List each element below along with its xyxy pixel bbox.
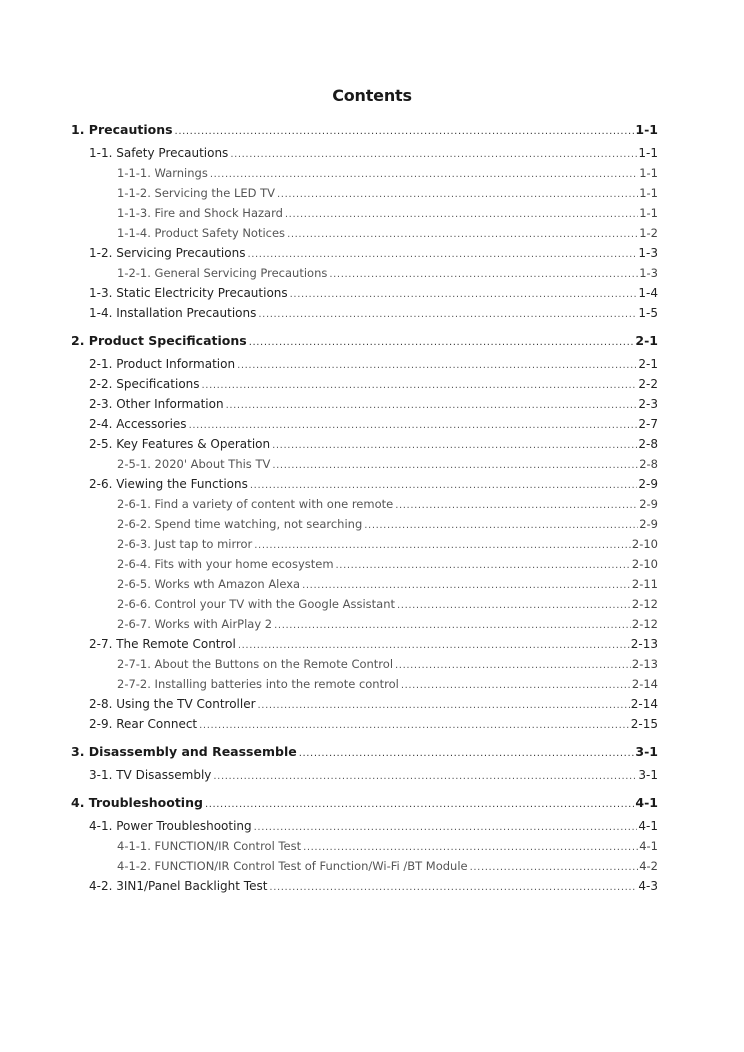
toc-entry-page-number: 1-1	[638, 146, 658, 160]
toc-entry-label: 4-1. Power Troubleshooting	[89, 819, 252, 833]
toc-chapter-entry[interactable]	[71, 743, 658, 761]
dot-leader	[277, 186, 638, 204]
toc-entry-label: 1-1-4. Product Safety Notices	[117, 226, 286, 240]
toc-entry-label: 2-7-1. About the Buttons on the Remote Control	[117, 657, 394, 671]
dot-leader	[272, 437, 637, 455]
toc-entry-page-number: 2-10	[631, 537, 658, 551]
toc-entry-label: 3-1. TV Disassembly	[89, 768, 212, 782]
toc-entry-label: 2-6-6. Control your TV with the Google Assistant	[117, 597, 396, 611]
toc-section-entry[interactable]	[89, 817, 658, 835]
toc-subsection-entry[interactable]	[117, 224, 658, 242]
dot-leader	[285, 206, 638, 224]
toc-subsection-entry[interactable]	[117, 575, 658, 593]
toc-section-entry[interactable]	[89, 244, 658, 262]
toc-subsection-entry[interactable]	[117, 675, 658, 693]
toc-entry-page-number: 1-1	[639, 186, 658, 200]
toc-entry-label: 1-1. Safety Precautions	[89, 146, 229, 160]
dot-leader	[287, 226, 638, 244]
dot-leader	[258, 697, 630, 715]
dot-leader	[249, 334, 635, 352]
dot-leader	[274, 617, 631, 635]
toc-subsection-entry[interactable]	[117, 204, 658, 222]
toc-section-entry[interactable]	[89, 355, 658, 373]
toc-entry-page-number: 1-2	[639, 226, 658, 240]
dot-leader	[302, 577, 631, 595]
toc-subsection-entry[interactable]	[117, 495, 658, 513]
toc-entry-page-number: 2-14	[630, 697, 658, 711]
toc-entry-label: 2. Product Specifications	[71, 333, 247, 348]
dot-leader	[269, 879, 637, 897]
toc-entry-label: 4-2. 3IN1/Panel Backlight Test	[89, 879, 268, 893]
toc-entry-page-number: 2-12	[631, 617, 658, 631]
dot-leader	[199, 717, 630, 735]
toc-entry-label: 2-6-5. Works wth Amazon Alexa	[117, 577, 301, 591]
toc-entry-page-number: 2-8	[639, 457, 658, 471]
dot-leader	[210, 166, 638, 184]
toc-section-entry[interactable]	[89, 766, 658, 784]
toc-entry-label: 2-6. Viewing the Functions	[89, 477, 248, 491]
toc-entry-label: 1. Precautions	[71, 122, 173, 137]
toc-section-entry[interactable]	[89, 375, 658, 393]
toc-section-entry[interactable]	[89, 304, 658, 322]
toc-entry-label: 2-2. Specifications	[89, 377, 200, 391]
toc-entry-label: 1-1-3. Fire and Shock Hazard	[117, 206, 283, 220]
toc-entry-page-number: 4-1	[638, 819, 658, 833]
toc-entry-page-number: 2-15	[630, 717, 658, 731]
toc-chapter-entry[interactable]	[71, 121, 658, 139]
dot-leader	[175, 123, 635, 141]
toc-subsection-entry[interactable]	[117, 615, 658, 633]
toc-entry-label: 1-4. Installation Precautions	[89, 306, 257, 320]
dot-leader	[238, 637, 630, 655]
toc-entry-page-number: 2-14	[631, 677, 658, 691]
dot-leader	[336, 557, 631, 575]
dot-leader	[329, 266, 638, 284]
toc-entry-page-number: 4-1	[639, 839, 658, 853]
toc-entry-label: 2-6-2. Spend time watching, not searching	[117, 517, 363, 531]
toc-subsection-entry[interactable]	[117, 455, 658, 473]
toc-entry-page-number: 4-2	[639, 859, 658, 873]
toc-entry-label: 2-6-4. Fits with your home ecosystem	[117, 557, 334, 571]
toc-entry-label: 2-7. The Remote Control	[89, 637, 236, 651]
toc-section-entry[interactable]	[89, 715, 658, 733]
toc-entry-label: 2-9. Rear Connect	[89, 717, 198, 731]
toc-entry-page-number: 3-1	[635, 744, 658, 759]
toc-subsection-entry[interactable]	[117, 857, 658, 875]
page-title: Contents	[332, 86, 412, 105]
toc-entry-label: 4. Troubleshooting	[71, 795, 203, 810]
toc-section-entry[interactable]	[89, 144, 658, 162]
toc-entry-page-number: 2-13	[630, 637, 658, 651]
toc-entry-label: 2-4. Accessories	[89, 417, 187, 431]
dot-leader	[395, 497, 638, 515]
toc-entry-page-number: 2-10	[631, 557, 658, 571]
toc-entry-page-number: 2-8	[638, 437, 658, 451]
dot-leader	[303, 839, 638, 857]
toc-entry-label: 2-6-7. Works with AirPlay 2	[117, 617, 273, 631]
dot-leader	[230, 146, 637, 164]
dot-leader	[258, 306, 637, 324]
toc-entry-page-number: 2-7	[638, 417, 658, 431]
toc-entry-page-number: 1-1	[635, 122, 658, 137]
toc-entry-page-number: 4-3	[638, 879, 658, 893]
dot-leader	[299, 745, 635, 763]
toc-entry-page-number: 2-3	[638, 397, 658, 411]
toc-chapter-entry[interactable]	[71, 794, 658, 812]
toc-entry-page-number: 1-3	[638, 246, 658, 260]
toc-section-entry[interactable]	[89, 435, 658, 453]
toc-entry-label: 4-1-2. FUNCTION/IR Control Test of Function/Wi-Fi /BT Module	[117, 859, 468, 873]
dot-leader	[189, 417, 638, 435]
toc-entry-label: 2-1. Product Information	[89, 357, 236, 371]
dot-leader	[205, 796, 634, 814]
toc-section-entry[interactable]	[89, 635, 658, 653]
toc-entry-page-number: 1-4	[638, 286, 658, 300]
toc-entry-page-number: 1-5	[638, 306, 658, 320]
toc-entry-label: 1-2. Servicing Precautions	[89, 246, 246, 260]
toc-entry-label: 1-2-1. General Servicing Precautions	[117, 266, 328, 280]
toc-entry-page-number: 1-1	[639, 166, 658, 180]
toc-section-entry[interactable]	[89, 475, 658, 493]
toc-entry-page-number: 2-11	[631, 577, 658, 591]
toc-subsection-entry[interactable]	[117, 535, 658, 553]
dot-leader	[202, 377, 638, 395]
toc-entry-page-number: 2-1	[638, 357, 658, 371]
toc-section-entry[interactable]	[89, 395, 658, 413]
toc-entry-page-number: 2-13	[631, 657, 658, 671]
toc-entry-page-number: 1-1	[639, 206, 658, 220]
dot-leader	[250, 477, 638, 495]
toc-section-entry[interactable]	[89, 695, 658, 713]
toc-subsection-entry[interactable]	[117, 555, 658, 573]
toc-entry-label: 4-1-1. FUNCTION/IR Control Test	[117, 839, 302, 853]
toc-entry-label: 2-5. Key Features & Operation	[89, 437, 271, 451]
toc-subsection-entry[interactable]	[117, 595, 658, 613]
toc-section-entry[interactable]	[89, 284, 658, 302]
dot-leader	[213, 768, 637, 786]
toc-subsection-entry[interactable]	[117, 184, 658, 202]
dot-leader	[470, 859, 639, 877]
toc-entry-label: 2-8. Using the TV Controller	[89, 697, 256, 711]
toc-subsection-entry[interactable]	[117, 655, 658, 673]
toc-entry-label: 1-1-2. Servicing the LED TV	[117, 186, 276, 200]
toc-chapter-entry[interactable]	[71, 332, 658, 350]
dot-leader	[247, 246, 637, 264]
dot-leader	[237, 357, 637, 375]
toc-entry-page-number: 2-12	[631, 597, 658, 611]
dot-leader	[401, 677, 631, 695]
toc-entry-page-number: 2-9	[638, 477, 658, 491]
toc-entry-page-number: 2-2	[638, 377, 658, 391]
dot-leader	[290, 286, 638, 304]
toc-subsection-entry[interactable]	[117, 164, 658, 182]
toc-entry-label: 2-6-3. Just tap to mirror	[117, 537, 253, 551]
dot-leader	[254, 819, 638, 837]
toc-subsection-entry[interactable]	[117, 515, 658, 533]
toc-entry-page-number: 2-1	[635, 333, 658, 348]
dot-leader	[226, 397, 638, 415]
toc-entry-label: 1-1-1. Warnings	[117, 166, 208, 180]
toc-entry-label: 2-3. Other Information	[89, 397, 224, 411]
toc-section-entry[interactable]	[89, 415, 658, 433]
toc-section-entry[interactable]	[89, 877, 658, 895]
toc-subsection-entry[interactable]	[117, 837, 658, 855]
toc-entry-label: 2-5-1. 2020' About This TV	[117, 457, 271, 471]
toc-entry-label: 1-3. Static Electricity Precautions	[89, 286, 288, 300]
toc-entry-page-number: 2-9	[639, 497, 658, 511]
toc-subsection-entry[interactable]	[117, 264, 658, 282]
toc-entry-page-number: 1-3	[639, 266, 658, 280]
toc-entry-label: 2-6-1. Find a variety of content with one remote	[117, 497, 394, 511]
dot-leader	[395, 657, 631, 675]
toc-entry-page-number: 2-9	[639, 517, 658, 531]
dot-leader	[254, 537, 631, 555]
dot-leader	[364, 517, 638, 535]
toc-entry-page-number: 3-1	[638, 768, 658, 782]
dot-leader	[272, 457, 638, 475]
toc-entry-label: 2-7-2. Installing batteries into the remote control	[117, 677, 399, 691]
toc-entry-page-number: 4-1	[635, 795, 658, 810]
toc-entry-label: 3. Disassembly and Reassemble	[71, 744, 297, 759]
dot-leader	[397, 597, 631, 615]
